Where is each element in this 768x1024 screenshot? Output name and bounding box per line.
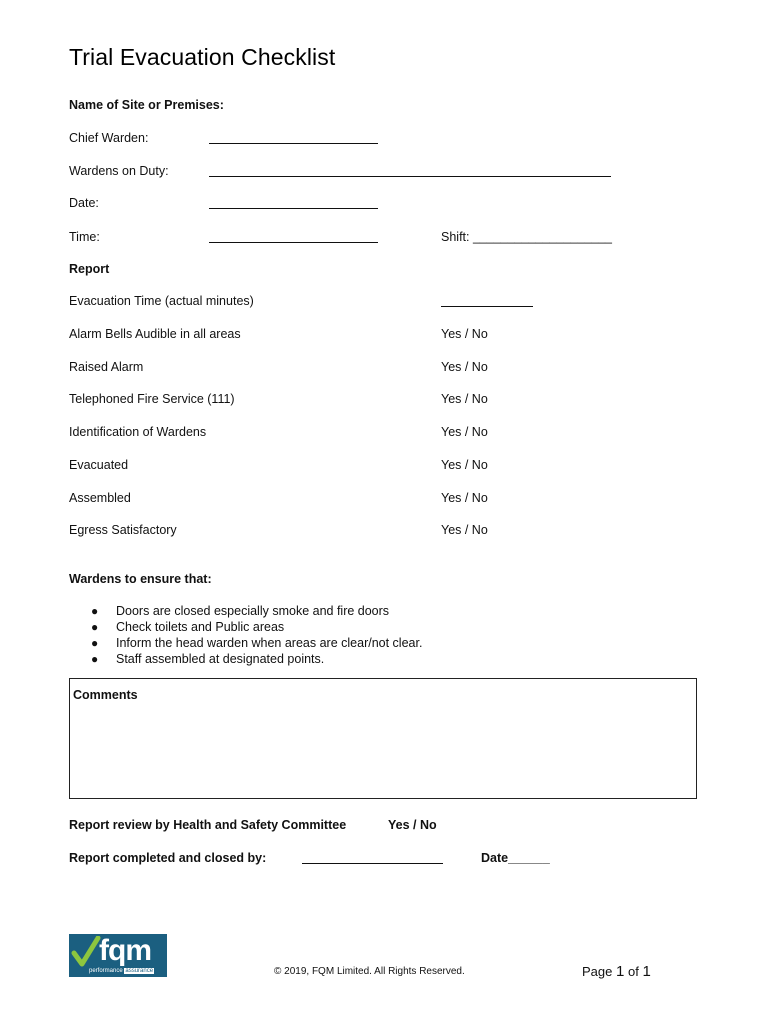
list-item [87, 651, 422, 667]
checkmark-icon [71, 936, 101, 970]
report-heading: Report [69, 262, 110, 276]
date-label: Date: [69, 196, 99, 210]
time-field[interactable] [209, 242, 378, 243]
list-item-text: Inform the head warden when areas are clear/not clear. [116, 636, 423, 650]
evacuation-time-label: Evacuation Time (actual minutes) [69, 294, 254, 308]
page-title: Trial Evacuation Checklist [69, 44, 336, 70]
list-item [87, 603, 422, 619]
bullet-icon: ● [91, 604, 99, 618]
check-label: Raised Alarm [69, 360, 144, 374]
check-label: Egress Satisfactory [69, 523, 177, 537]
wardens-on-duty-field[interactable] [209, 176, 611, 177]
check-label: Assembled [69, 491, 131, 505]
page-number: Page 1 of 1 [582, 963, 651, 980]
bullet-icon: ● [91, 652, 99, 666]
list-item [87, 619, 422, 635]
date-field[interactable] [209, 208, 378, 209]
logo-tagline: performance assurance [89, 968, 154, 974]
check-answer[interactable]: Yes / No [441, 458, 488, 472]
list-item-text: Doors are closed especially smoke and fire doors [116, 604, 390, 618]
review-label: Report review by Health and Safety Committee [69, 818, 347, 832]
wardens-heading: Wardens to ensure that: [69, 572, 212, 586]
check-answer[interactable]: Yes / No [441, 392, 488, 406]
copyright-notice: © 2019, FQM Limited. All Rights Reserved. [274, 966, 465, 977]
check-answer[interactable]: Yes / No [441, 360, 488, 374]
check-label: Alarm Bells Audible in all areas [69, 327, 241, 341]
site-label: Name of Site or Premises: [69, 98, 224, 112]
chief-warden-label: Chief Warden: [69, 131, 149, 145]
bullet-icon: ● [91, 620, 99, 634]
check-label: Telephoned Fire Service (111) [69, 392, 235, 406]
review-answer[interactable]: Yes / No [388, 818, 437, 832]
evacuation-time-field[interactable] [441, 306, 533, 307]
comments-box[interactable] [69, 678, 697, 799]
chief-warden-field[interactable] [209, 143, 378, 144]
time-label: Time: [69, 230, 100, 244]
wardens-on-duty-label: Wardens on Duty: [69, 164, 169, 178]
bullet-icon: ● [91, 636, 99, 650]
page-current: 1 [616, 963, 625, 980]
comments-label: Comments [73, 688, 138, 702]
closing-date-field[interactable]: Date______ [481, 851, 550, 865]
closed-by-label: Report completed and closed by: [69, 851, 267, 865]
check-answer[interactable]: Yes / No [441, 425, 488, 439]
logo-wordmark: fqm [99, 934, 151, 967]
shift-field[interactable]: Shift: ____________________ [441, 230, 612, 244]
check-label: Evacuated [69, 458, 129, 472]
closed-by-field[interactable] [302, 863, 443, 864]
wardens-duty-list [87, 603, 422, 667]
check-answer[interactable]: Yes / No [441, 523, 488, 537]
list-item-text: Check toilets and Public areas [116, 620, 285, 634]
fqm-logo [69, 934, 167, 977]
page-total: 1 [642, 963, 651, 980]
check-answer[interactable]: Yes / No [441, 327, 488, 341]
check-answer[interactable]: Yes / No [441, 491, 488, 505]
check-label: Identification of Wardens [69, 425, 207, 439]
list-item [87, 635, 422, 651]
list-item-text: Staff assembled at designated points. [116, 652, 325, 666]
